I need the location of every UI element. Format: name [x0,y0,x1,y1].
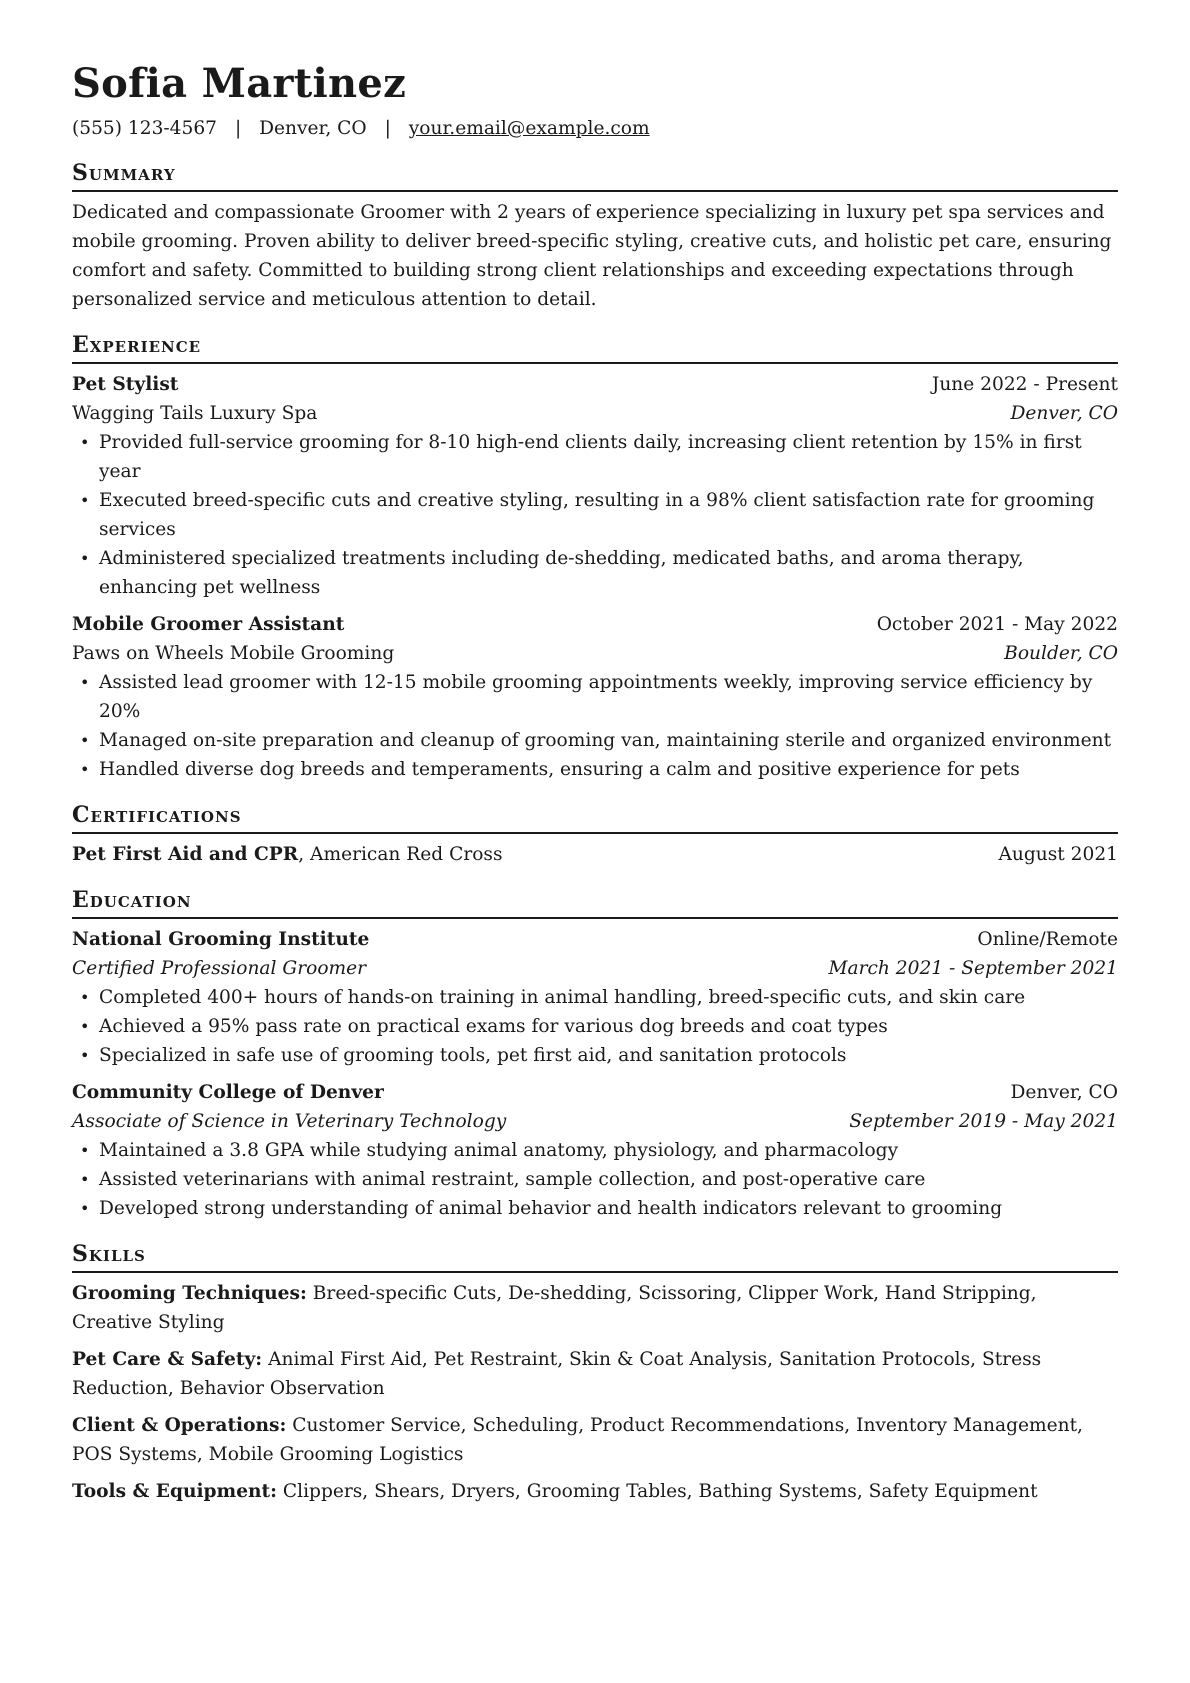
skill-group-label: Pet Care & Safety: [72,1349,263,1370]
list-item: • Achieved a 95% pass rate on practical exams for various dog breeds and coat types [72,1012,1118,1041]
education-heading: Education [72,885,1118,919]
job-role: Pet Stylist [72,374,179,395]
certification-entry [72,840,1118,869]
skill-group-items: Animal First Aid, Pet Restraint, Skin & Coat Analysis, Sanitation Protocols, Stress Reduction, Behavior Observation [72,1349,1042,1399]
skills-heading: Skills [72,1239,1118,1273]
list-item: • Developed strong understanding of animal behavior and health indicators relevant to grooming [72,1194,1118,1223]
list-item: • Handled diverse dog breeds and temperaments, ensuring a calm and positive experience for pets [72,755,1118,784]
list-item: • Provided full-service grooming for 8-10 high-end clients daily, increasing client retention by 15% in first year [72,428,1118,486]
list-item: • Administered specialized treatments including de-shedding, medicated baths, and aroma therapy, enhancing pet wellness [72,544,1118,602]
experience-heading: Experience [72,330,1118,364]
education-entry [72,925,1118,1070]
certification-issuer: , American Red Cross [298,844,503,865]
certification-text [72,840,503,869]
list-item: • Managed on-site preparation and cleanup of grooming van, maintaining sterile and organized environment [72,726,1118,755]
certification-date: August 2021 [998,844,1118,865]
school-name: Community College of Denver [72,1082,384,1103]
summary-heading: Summary [72,158,1118,192]
job-location: Boulder, CO [1004,643,1118,664]
job-role: Mobile Groomer Assistant [72,614,345,635]
education-dates: September 2019 - May 2021 [849,1111,1118,1132]
education-entry [72,1078,1118,1223]
school-name: National Grooming Institute [72,929,370,950]
certifications-heading: Certifications [72,800,1118,834]
candidate-name: Sofia Martinez [72,60,407,107]
degree-name: Associate of Science in Veterinary Technology [72,1111,507,1132]
job-location: Denver, CO [1010,403,1118,424]
contact-line [72,116,1118,142]
job-bullets [72,428,1118,602]
skill-group-items: Breed-specific Cuts, De-shedding, Scissoring, Clipper Work, Hand Stripping, Creative Styling [72,1283,1037,1333]
list-item: • Specialized in safe use of grooming tools, pet first aid, and sanitation protocols [72,1041,1118,1070]
education-bullets [72,1136,1118,1223]
skill-group-label: Client & Operations: [72,1415,287,1436]
job-company: Paws on Wheels Mobile Grooming [72,643,395,664]
skill-group-label: Grooming Techniques: [72,1283,307,1304]
education-bullets [72,983,1118,1070]
list-item: • Executed breed-specific cuts and creative styling, resulting in a 98% client satisfaction rate for grooming services [72,486,1118,544]
summary-text: Dedicated and compassionate Groomer with 2 years of experience specializing in luxury pet spa services and mobile grooming. Proven ability to deliver breed-specific styling, creative cuts, and holistic pet care, ensuring comfort and safety. Committed to building strong client relationships and exceeding expectations through personalized service and meticulous attention to detail. [72,202,1112,310]
list-item: • Assisted veterinarians with animal restraint, sample collection, and post-operative care [72,1165,1118,1194]
job-entry [72,610,1118,784]
skill-group-items: Clippers, Shears, Dryers, Grooming Tables, Bathing Systems, Safety Equipment [277,1481,1038,1502]
list-item: • Assisted lead groomer with 12-15 mobile grooming appointments weekly, improving service efficiency by 20% [72,668,1118,726]
skill-group [72,1411,1118,1469]
skill-group-label: Tools & Equipment: [72,1481,278,1502]
job-bullets [72,668,1118,784]
education-dates: March 2021 - September 2021 [828,958,1118,979]
skill-group-items: Customer Service, Scheduling, Product Recommendations, Inventory Management, POS Systems, Mobile Grooming Logistics [72,1415,1083,1465]
degree-name: Certified Professional Groomer [72,958,367,979]
contact-separator: | [384,118,391,139]
skills-list [72,1279,1118,1506]
contact-separator: | [234,118,242,139]
certification-name: Pet First Aid and CPR [72,844,299,865]
skill-group [72,1279,1118,1337]
education-list [72,925,1118,1223]
list-item: • Completed 400+ hours of hands-on training in animal handling, breed-specific cuts, and skin care [72,983,1118,1012]
school-location: Denver, CO [1010,1082,1118,1103]
job-dates: June 2022 - Present [931,374,1118,395]
experience-list [72,370,1118,784]
job-entry [72,370,1118,602]
location-text: Denver, CO [259,118,367,139]
job-company: Wagging Tails Luxury Spa [72,403,318,424]
email-link[interactable]: your.email@example.com [408,118,650,139]
phone-number: (555) 123-4567 [72,118,218,139]
list-item: • Maintained a 3.8 GPA while studying animal anatomy, physiology, and pharmacology [72,1136,1118,1165]
skill-group [72,1477,1118,1506]
skill-group [72,1345,1118,1403]
job-dates: October 2021 - May 2022 [876,614,1118,635]
school-location: Online/Remote [977,929,1118,950]
